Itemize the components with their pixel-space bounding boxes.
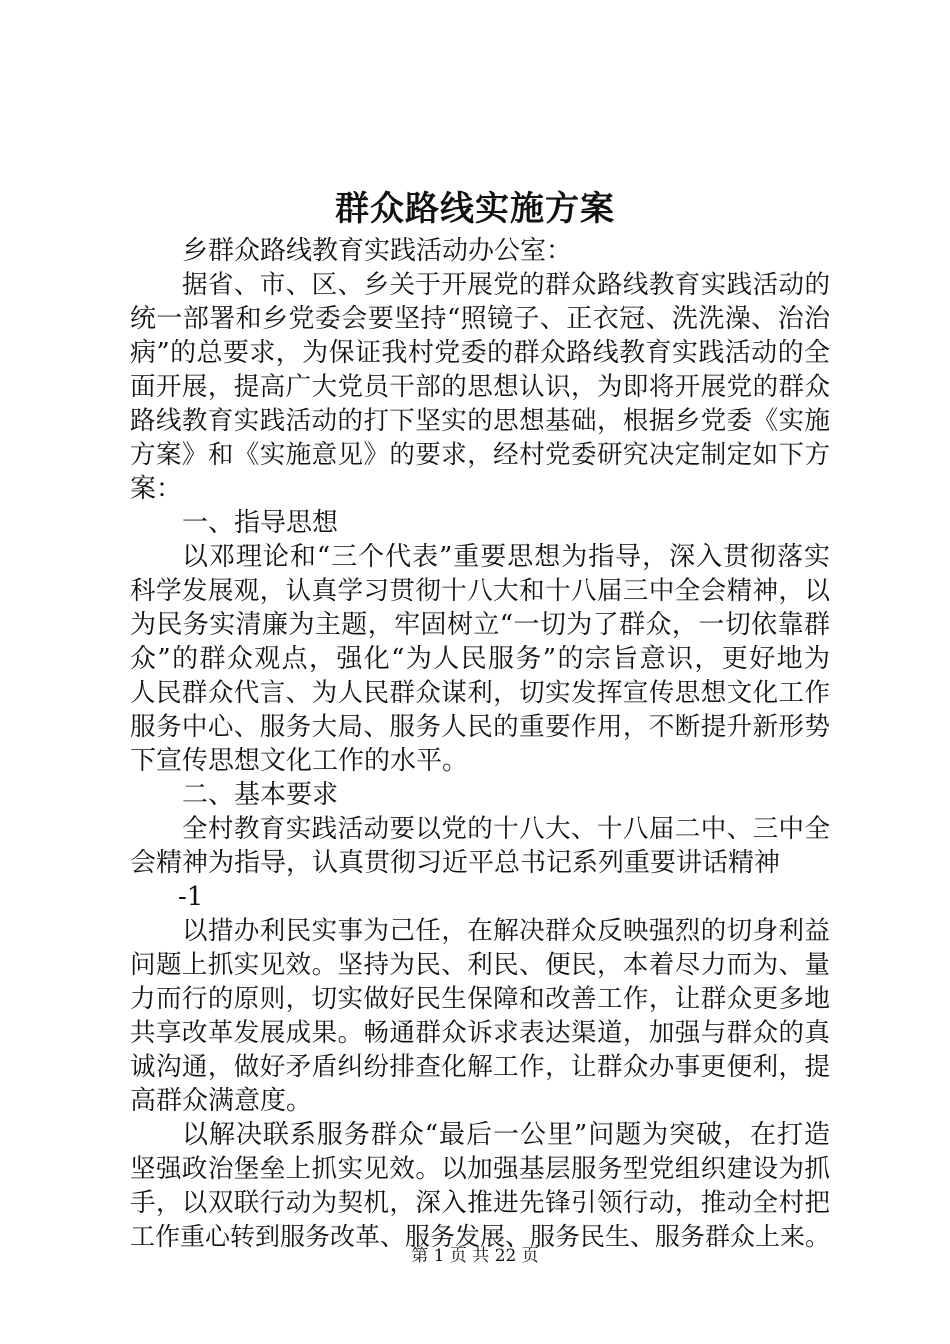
text-line: 路线教育实践活动的打下坚实的思想基础，根据乡党委《实施: [130, 406, 830, 436]
text-line: 面开展，提高广大党员干部的思想认识，为即将开展党的群众: [130, 372, 830, 402]
text-line: 为民务实清廉为主题，牢固树立“一切为了群众，一切依靠群: [130, 610, 830, 640]
text-line: 力而行的原则，切实做好民生保障和改善工作，让群众更多地: [130, 984, 830, 1014]
text-line: 问题上抓实见效。坚持为民、利民、便民，本着尽力而为、量: [130, 950, 830, 980]
text-line: 二、基本要求: [182, 780, 339, 810]
text-line: 诚沟通，做好矛盾纠纷排查化解工作，让群众办事更便利，提: [130, 1052, 830, 1082]
document-title: 群众路线实施方案: [335, 189, 615, 229]
text-line: 全村教育实践活动要以党的十八大、十八届二中、三中全: [182, 814, 830, 844]
text-line: 坚强政治堡垒上抓实见效。以加强基层服务型党组织建设为抓: [130, 1154, 830, 1184]
text-line: 乡群众路线教育实践活动办公室：: [182, 236, 573, 266]
text-line: 方案》和《实施意见》的要求，经村党委研究决定制定如下方: [130, 440, 830, 470]
text-line: 以邓理论和“三个代表”重要思想为指导，深入贯彻落实: [182, 542, 830, 572]
text-line: 案：: [130, 474, 183, 504]
text-line: 人民群众代言、为人民群众谋利，切实发挥宣传思想文化工作: [130, 678, 830, 708]
text-line: 科学发展观，认真学习贯彻十八大和十八届三中全会精神，以: [130, 576, 830, 606]
text-line: 共享改革发展成果。畅通群众诉求表达渠道，加强与群众的真: [130, 1018, 830, 1048]
text-line: 一、指导思想: [182, 508, 339, 538]
text-line: 工作重心转到服务改革、服务发展、服务民生、服务群众上来。: [130, 1222, 831, 1251]
text-line: 统一部署和乡党委会要坚持“照镜子、正衣冠、洗洗澡、治治: [130, 304, 830, 334]
text-line: 众”的群众观点，强化“为人民服务”的宗旨意识，更好地为: [130, 644, 830, 674]
text-line: 以解决联系服务群众“最后一公里”问题为突破，在打造: [182, 1120, 830, 1150]
text-line: 以措办利民实事为己任，在解决群众反映强烈的切身利益: [182, 916, 830, 946]
text-line: 下宣传思想文化工作的水平。: [130, 746, 469, 776]
text-line: 高群众满意度。: [130, 1086, 313, 1116]
text-line: 据省、市、区、乡关于开展党的群众路线教育实践活动的: [182, 270, 830, 300]
text-line: 病”的总要求，为保证我村党委的群众路线教育实践活动的全: [130, 338, 830, 368]
document-body: [130, 234, 830, 1254]
text-line: 会精神为指导，认真贯彻习近平总书记系列重要讲话精神: [130, 848, 781, 878]
text-line: 手，以双联行动为契机，深入推进先锋引领行动，推动全村把: [130, 1188, 830, 1218]
text-line: -1: [178, 882, 204, 912]
text-line: 服务中心、服务大局、服务人民的重要作用，不断提升新形势: [130, 712, 830, 742]
page-footer: 第 1 页 共 22 页: [411, 1246, 539, 1266]
